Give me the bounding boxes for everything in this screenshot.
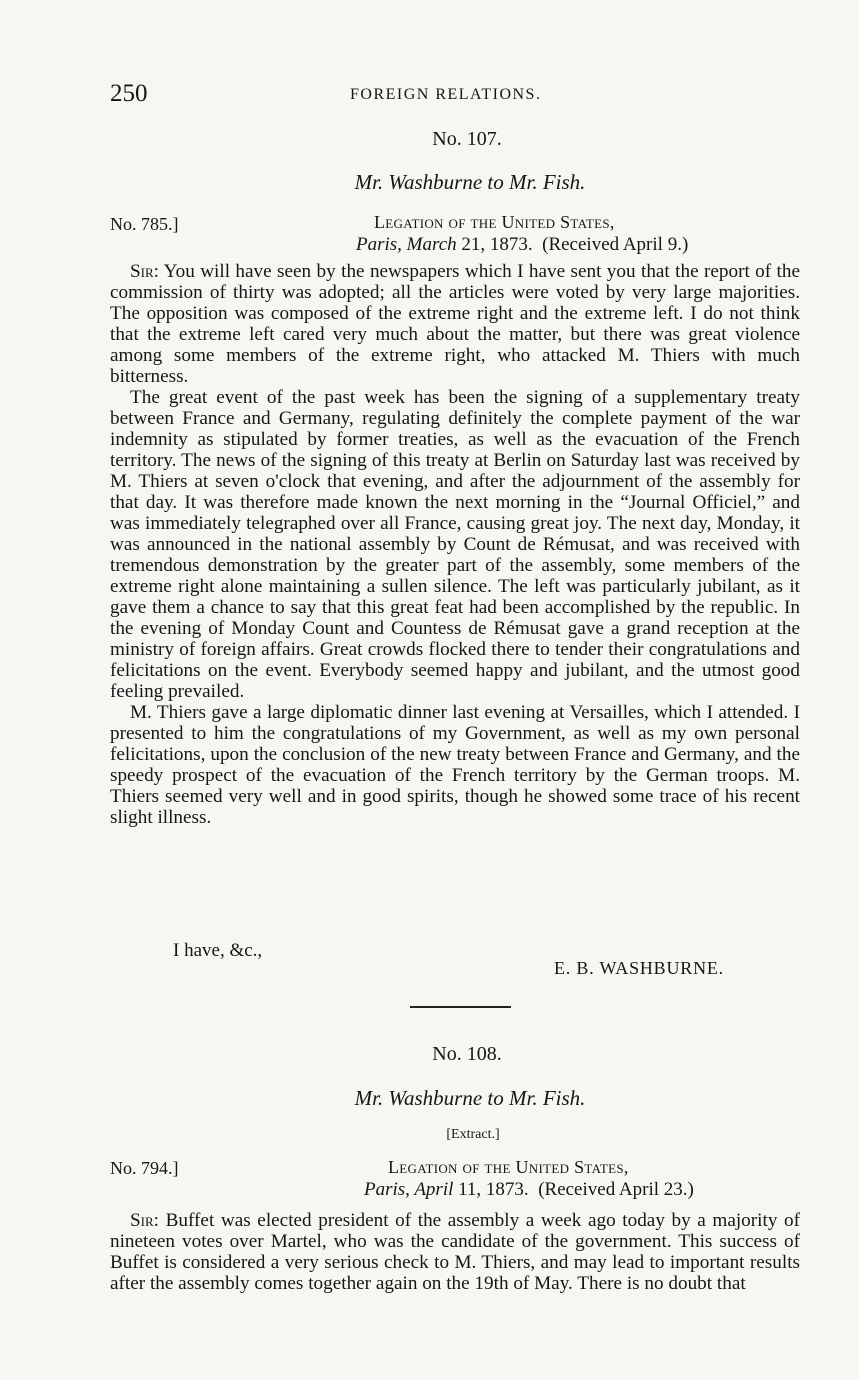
paragraph: The great event of the past week has been the signing of a supplementary treaty between France and Germany, regulating definitely the complete payment of the war indemnity as stipulated by former treaties, as well as the evacuation of the French territory. The news of the signing of this treaty at Berlin on Saturday last was received by M. Thiers at seven o'clock that evening, and after the adjournment of the assembly for that day. It was therefore made known the next morning in the “Journal Officiel,” and was immediately telegraphed over all France, causing great joy. The next day, Monday, it was announced in the national assembly by Count de Rémusat, and was received with tremendous demonstration by the greater part of the assembly, some members of the extreme right alone maintaining a sullen silence. The left was particularly jubilant, as it gave them a chance to say that this great feat had been accomplished by the republic. In the evening of Monday Count and Countess de Rémusat gave a grand reception at the ministry of foreign affairs. Great crowds flocked there to tender their congratulations and felicitations on the event. Everybody seemed happy and jubilant, and the utmost good feeling prevailed. — [110, 387, 800, 702]
legation-heading: Legation of the United States, — [374, 212, 615, 232]
document-title: Mr. Washburne to Mr. Fish. — [354, 170, 586, 194]
closing: I have, &c., — [173, 940, 263, 961]
document-number: No. 107. — [432, 128, 502, 150]
date-place: Paris, March — [356, 234, 457, 255]
letter-body — [110, 261, 800, 828]
dateline — [364, 1179, 694, 1201]
received-note: (Received April 23.) — [538, 1179, 694, 1200]
date-year: 21, 1873. — [456, 234, 533, 255]
dispatch-reference: No. 785.] — [110, 214, 179, 234]
paragraph: M. Thiers gave a large diplomatic dinner last evening at Versailles, which I attended. I presented to him the congratulations of my Government, as well as my own personal felicitations, upon the conclusion of the new treaty between France and Germany, and the speedy prospect of the evacuation of the French territory by the German troops. M. Thiers seemed very well and in good spirits, though he showed some trace of his recent slight illness. — [110, 702, 800, 828]
signature: E. B. WASHBURNE. — [554, 958, 724, 978]
salutation: Sir — [130, 1210, 154, 1231]
extract-note: [Extract.] — [446, 1127, 500, 1142]
paragraph-text: : You will have seen by the newspapers which I have sent you that the report of the commission of thirty was adopted; all the articles were voted by very large majorities. The opposition was composed of the extreme right and the extreme left. I do not think that the extreme left cared very much about the matter, but there was great violence among some members of the extreme right, who attacked M. Thiers with much bitterness. — [110, 261, 800, 387]
paragraph — [110, 1210, 800, 1294]
paragraph-text: : Buffet was elected president of the assembly a week ago today by a majority of nineteen votes over Martel, who was the candidate of the government. This success of Buffet is considered a very serious check to M. Thiers, and may lead to important results after the assembly comes together again on the 19th of May. There is no doubt that — [110, 1210, 800, 1294]
date-place: Paris, April — [364, 1179, 454, 1200]
salutation: Sir — [130, 261, 154, 282]
dateline — [356, 234, 688, 256]
running-title: FOREIGN RELATIONS. — [350, 86, 542, 103]
document-title: Mr. Washburne to Mr. Fish. — [354, 1086, 586, 1110]
dispatch-reference: No. 794.] — [110, 1158, 179, 1178]
received-note: (Received April 9.) — [542, 234, 689, 255]
running-head — [110, 80, 800, 110]
page-number: 250 — [110, 80, 148, 107]
section-divider — [410, 1006, 511, 1008]
letter-body — [110, 1210, 800, 1294]
legation-heading: Legation of the United States, — [388, 1157, 629, 1177]
date-year: 11, 1873. — [453, 1179, 529, 1200]
document-number: No. 108. — [432, 1043, 502, 1065]
paragraph — [110, 261, 800, 387]
